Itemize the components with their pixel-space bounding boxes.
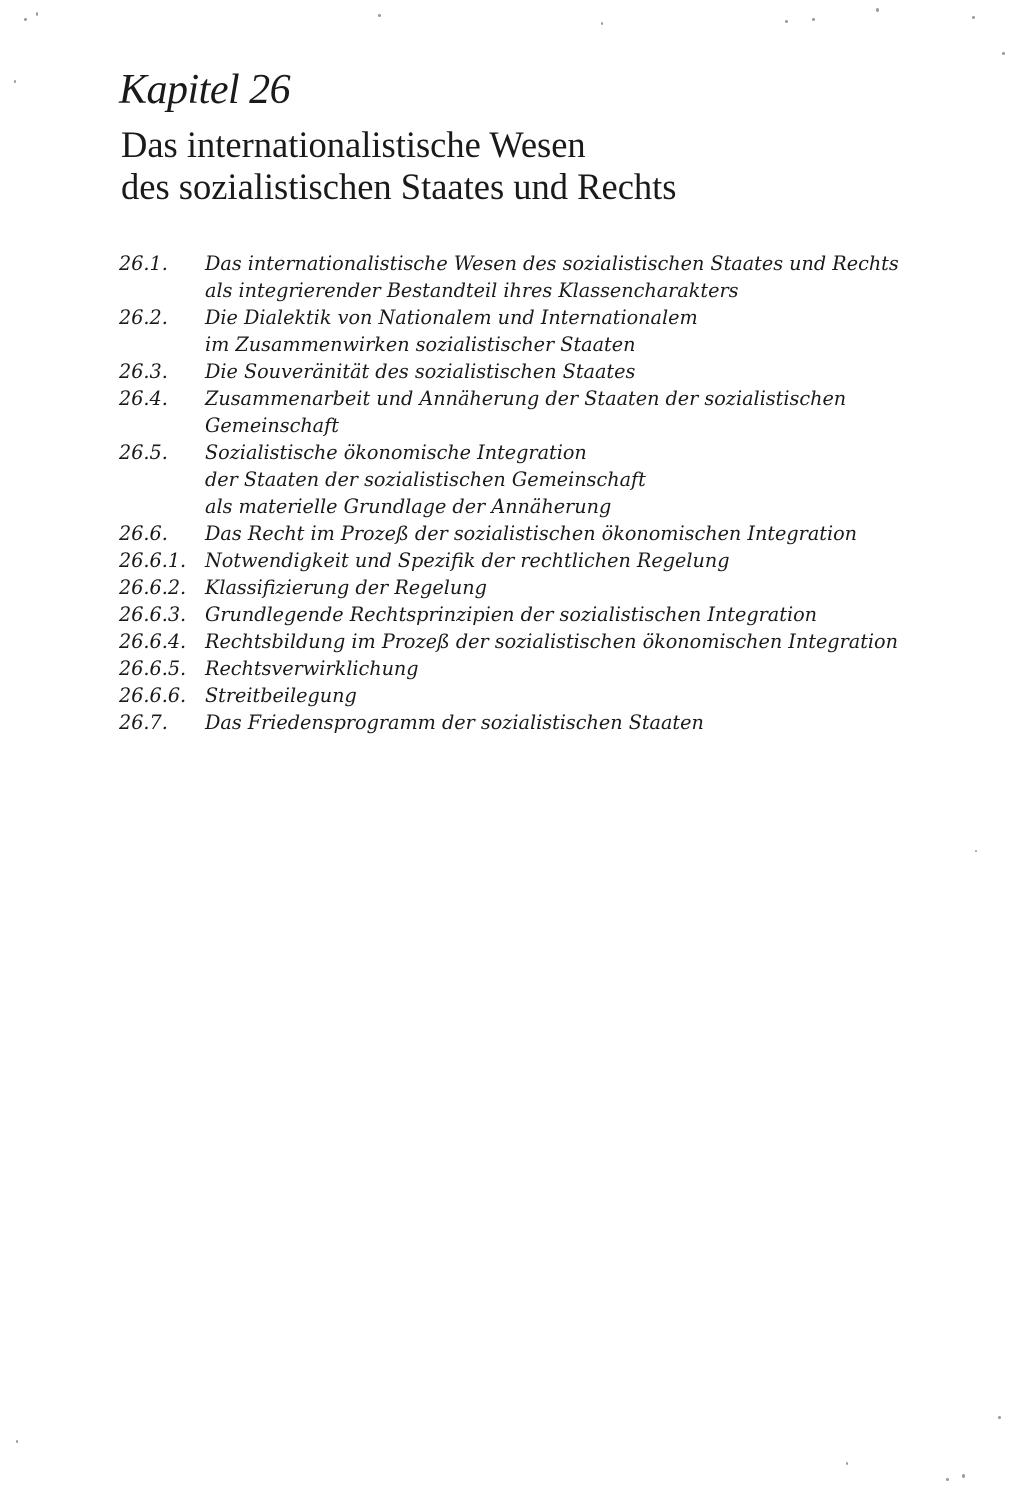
toc-entry-line: Gemeinschaft: [205, 414, 339, 437]
toc-entry-line: Sozialistische ökonomische Integration: [205, 441, 587, 464]
toc-entry: [119, 304, 939, 358]
toc-entry-line: Das Recht im Prozeß der sozialistischen ökonomischen Integration: [205, 522, 858, 545]
toc-entry-title: [205, 628, 939, 655]
scan-speck: [998, 1416, 1001, 1419]
toc-entry-line: Rechtsverwirklichung: [205, 657, 419, 680]
toc-entry-line: Das Friedensprogramm der sozialistischen Staaten: [205, 711, 704, 734]
toc-entry: [119, 385, 939, 439]
toc-entry-line: im Zusammenwirken sozialistischer Staaten: [205, 333, 636, 356]
toc-entry: [119, 655, 939, 682]
toc-entry-number: 26.6.1.: [119, 549, 187, 572]
scan-speck: [1002, 52, 1005, 55]
chapter-title-line: Das internationalistische Wesen: [121, 124, 586, 165]
toc-entry-number: 26.2.: [119, 306, 168, 329]
scan-speck: [378, 14, 381, 17]
toc-entry-title: [205, 655, 939, 682]
scan-speck: [601, 22, 603, 25]
toc-entry-number: 26.7.: [119, 711, 168, 734]
toc-entry-title: [205, 574, 939, 601]
toc-entry: [119, 439, 939, 520]
toc-entry-number: 26.5.: [119, 441, 168, 464]
toc-entry-title: [205, 682, 939, 709]
toc-entry-title: [205, 358, 939, 385]
toc-entry-number: 26.6.: [119, 522, 168, 545]
toc-entry-number: 26.6.2.: [119, 576, 187, 599]
toc-entry: [119, 520, 939, 547]
toc-entry: [119, 547, 939, 574]
scan-speck: [785, 20, 788, 23]
toc-entry: [119, 574, 939, 601]
table-of-contents: [119, 250, 939, 736]
toc-entry-line: Zusammenarbeit und Annäherung der Staaten der sozialistischen: [205, 387, 847, 410]
toc-entry-number: 26.6.4.: [119, 630, 187, 653]
scan-speck: [876, 8, 879, 12]
toc-entry: [119, 358, 939, 385]
toc-entry-title: [205, 547, 939, 574]
toc-entry-title: [205, 709, 939, 736]
scan-speck: [846, 1462, 848, 1465]
scan-speck: [36, 12, 38, 16]
toc-entry: [119, 250, 939, 304]
toc-entry-number: 26.6.3.: [119, 603, 187, 626]
toc-entry-line: Streitbeilegung: [205, 684, 357, 707]
toc-entry-line: Grundlegende Rechtsprinzipien der sozialistischen Integration: [205, 603, 817, 626]
chapter-title: [121, 124, 677, 208]
toc-entry-line: der Staaten der sozialistischen Gemeinschaft: [205, 468, 646, 491]
toc-entry-line: Die Dialektik von Nationalem und Internationalem: [205, 306, 698, 329]
toc-entry-number: 26.1.: [119, 252, 168, 275]
toc-entry-line: Die Souveränität des sozialistischen Staates: [205, 360, 636, 383]
toc-entry-title: [205, 439, 939, 520]
toc-entry: [119, 601, 939, 628]
toc-entry-title: [205, 250, 939, 304]
toc-entry: [119, 682, 939, 709]
toc-entry-line: als integrierender Bestandteil ihres Klassencharakters: [205, 279, 739, 302]
scan-speck: [975, 850, 977, 852]
scan-speck: [972, 16, 975, 19]
toc-entry-number: 26.6.6.: [119, 684, 187, 707]
scan-speck: [24, 18, 27, 21]
toc-entry-title: [205, 520, 939, 547]
toc-entry-line: Notwendigkeit und Spezifik der rechtlichen Regelung: [205, 549, 730, 572]
toc-entry: [119, 628, 939, 655]
chapter-title-line: des sozialistischen Staates und Rechts: [121, 166, 677, 207]
scan-speck: [16, 1440, 18, 1443]
toc-entry-line: als materielle Grundlage der Annäherung: [205, 495, 612, 518]
toc-entry-number: 26.3.: [119, 360, 168, 383]
toc-entry-title: [205, 304, 939, 358]
scan-speck: [14, 80, 16, 83]
scan-speck: [962, 1474, 965, 1478]
scan-speck: [812, 18, 815, 21]
toc-entry-line: Klassifizierung der Regelung: [205, 576, 487, 599]
toc-entry-number: 26.4.: [119, 387, 168, 410]
chapter-label: Kapitel 26: [119, 67, 291, 113]
toc-entry-line: Rechtsbildung im Prozeß der sozialistischen ökonomischen Integration: [205, 630, 898, 653]
toc-entry-line: Das internationalistische Wesen des sozialistischen Staates und Rechts: [205, 252, 899, 275]
toc-entry-number: 26.6.5.: [119, 657, 187, 680]
toc-entry-title: [205, 385, 939, 439]
toc-entry: [119, 709, 939, 736]
scan-speck: [946, 1478, 949, 1481]
toc-entry-title: [205, 601, 939, 628]
